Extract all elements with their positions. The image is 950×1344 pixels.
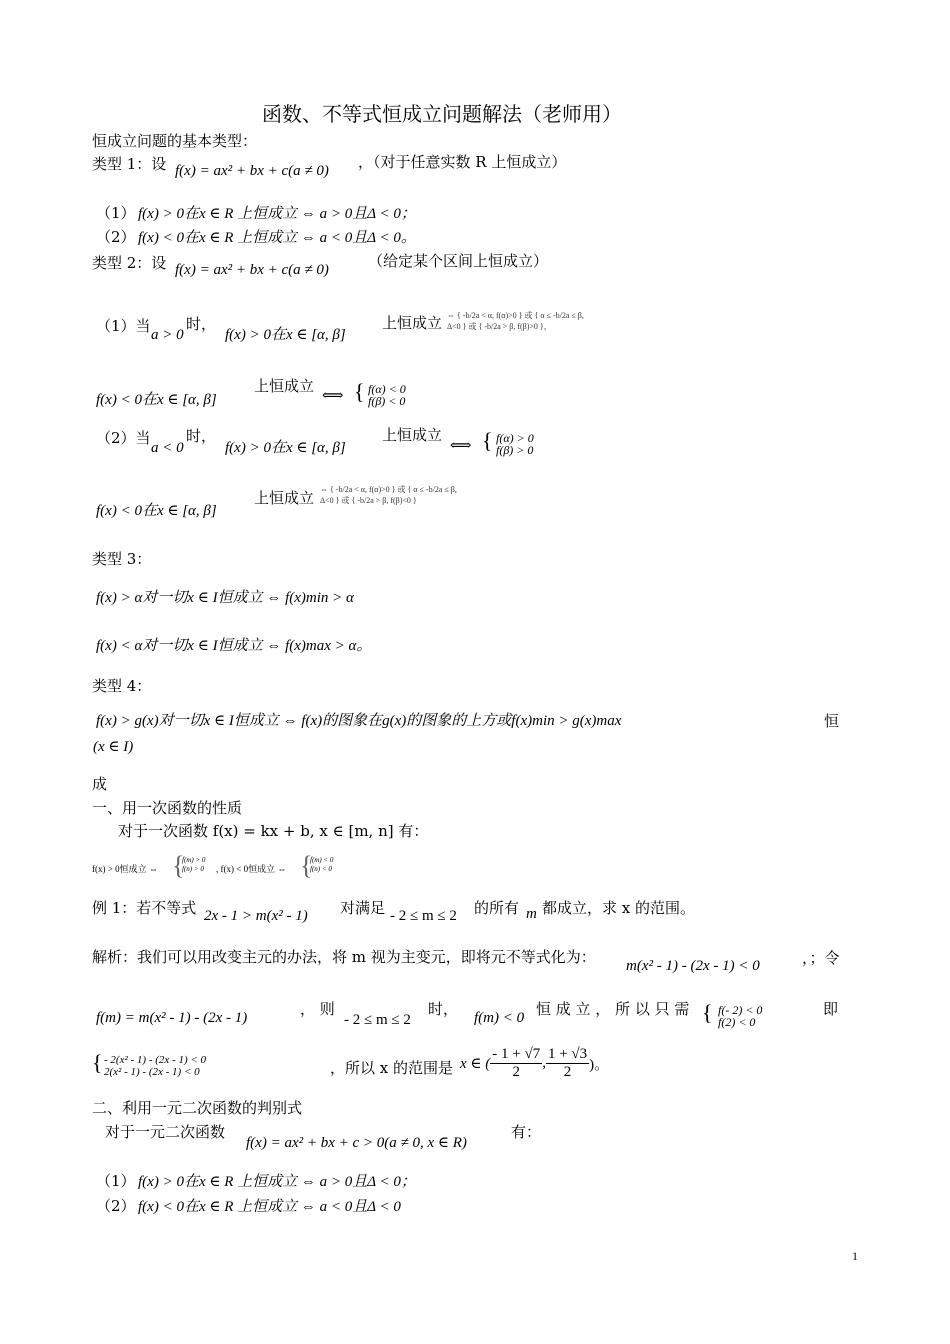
type2-c1-f1-tail: 上恒成立 (382, 314, 443, 332)
type3-line2: f(x) < α对一切x ∈ I恒成立 ⇔ f(x)max > α。 (96, 638, 372, 654)
example1-s2-when: 时， (428, 1000, 459, 1018)
type2-c2-system (496, 432, 534, 456)
type2-c2-sys-b: f(β) > 0 (496, 443, 534, 457)
example1-answer (460, 1046, 609, 1081)
example1-ans-d2: 2 (563, 1064, 572, 1080)
example1-s1-formula: m(x² - 1) - (2x - 1) < 0 (626, 958, 760, 974)
type1-item1-num: （1） (96, 204, 136, 222)
type4-label: 类型 4： (92, 677, 152, 695)
example1-s2-formula: f(m) = m(x² - 1) - (2x - 1) (96, 1010, 248, 1026)
sec1-tiny-b1: f(m) < 0 (310, 856, 334, 864)
type2-c2-f2: f(x) < 0在x ∈ [α, β] (96, 503, 217, 519)
left-brace-icon: { (300, 851, 313, 880)
type1-item1-formula: f(x) > 0在x ∈ R 上恒成立 ⇔ a > 0且Δ < 0； (138, 206, 416, 222)
left-brace-icon: { (482, 428, 493, 453)
type3-label: 类型 3： (92, 550, 152, 568)
example1-ans-frac1 (490, 1046, 542, 1081)
sec1-text: 对于一次函数 f(x) = kx + b, x ∈ [m, n] 有： (118, 822, 429, 840)
sec2-text: 对于一元二次函数 (105, 1123, 226, 1141)
sec1-tiny-b2: f(n) < 0 (310, 865, 332, 873)
example1-p3: 的所有 (474, 899, 520, 917)
sec2-item1-num: （1） (96, 1172, 136, 1190)
example1-s2-sys-a: f(- 2) < 0 (718, 1003, 763, 1017)
sec2-item2-num: （2） (96, 1197, 136, 1215)
type2-c1-cases: ⇔ { -b/2a < α, f(α)>0 } 或 { α ≤ -b/2a ≤ β, Δ<0 } 或 { -b/2a > β, f(β)>0 }， (447, 311, 584, 331)
page-number: 1 (852, 1249, 858, 1263)
type1-formula: f(x) = ax² + bx + c(a ≠ 0) (175, 163, 329, 179)
example1-s3-system (104, 1054, 206, 1078)
type2-c1-f1: f(x) > 0在x ∈ [α, β] (225, 327, 346, 343)
example1-s2-ji: 即 (823, 1000, 839, 1018)
type2-c2-prefix: （2）当 (96, 429, 151, 447)
sec1-tiny-b-system (310, 856, 333, 874)
sec1-tiny-a1: f(m) > 0 (182, 856, 206, 864)
type2-c1-sys-a: f(α) < 0 (368, 382, 406, 396)
equivalence-icon: ⟺ (322, 388, 344, 404)
example1-ans-n2: 1 + √3 (547, 1046, 588, 1062)
type2-formula: f(x) = ax² + bx + c(a ≠ 0) (175, 262, 329, 278)
type2-c1-f2-tail: 上恒成立 (254, 377, 315, 395)
intro-text: 恒成立问题的基本类型： (92, 132, 258, 150)
example1-s3-sys-b: 2(x² - 1) - (2x - 1) < 0 (104, 1066, 200, 1078)
left-brace-icon: { (92, 1050, 103, 1075)
type2-c2-cond: a < 0 (151, 440, 184, 456)
example1-s2-system (718, 1004, 762, 1028)
example1-p1: 例 1：若不等式 (92, 899, 197, 917)
example1-ineq: 2x - 1 > m(x² - 1) (204, 908, 308, 924)
left-brace-icon: { (354, 379, 365, 404)
sec2-tail: 有： (511, 1123, 542, 1141)
type2-note: （给定某个区间上恒成立） (368, 252, 549, 270)
example1-ans-d1: 2 (512, 1064, 520, 1080)
example1-s2-cond: f(m) < 0 (474, 1010, 525, 1026)
type4-line3: 成 (92, 775, 108, 793)
type2-c1-cond: a > 0 (151, 327, 184, 343)
sec2-item1-formula: f(x) > 0在x ∈ R 上恒成立 ⇔ a > 0且Δ < 0； (138, 1174, 416, 1190)
sec1-tiny-a2: f(n) > 0 (182, 865, 204, 873)
type2-c2-when: 时， (186, 427, 217, 445)
equivalence-icon: ⟺ (450, 438, 472, 454)
example1-range: - 2 ≤ m ≤ 2 (390, 908, 457, 924)
type2-c2-f1: f(x) > 0在x ∈ [α, β] (225, 440, 346, 456)
type2-c1-f2: f(x) < 0在x ∈ [α, β] (96, 392, 217, 408)
sec2-formula: f(x) = ax² + bx + c > 0(a ≠ 0, x ∈ R) (246, 1135, 467, 1151)
type4-line1-tail: 恒 (824, 712, 840, 730)
type2-c1-prefix: （1）当 (96, 317, 151, 335)
left-brace-icon: { (702, 1000, 713, 1025)
example1-p4: 都成立，求 x 的范围。 (542, 899, 695, 917)
type4-line1: f(x) > g(x)对一切x ∈ I恒成立 ⇔ f(x)的图象在g(x)的图象的上方或f(x)min > g(x)max (96, 713, 622, 729)
example1-s1-tail: ，；令 (802, 949, 840, 967)
sec1-tiny-a: f(x) > 0恒成立 ⇔ (92, 864, 158, 874)
example1-s2-range: - 2 ≤ m ≤ 2 (344, 1012, 411, 1028)
left-brace-icon: { (172, 851, 185, 880)
sec1-heading: 一、用一次函数的性质 (92, 799, 243, 817)
type1-item2-formula: f(x) < 0在x ∈ R 上恒成立 ⇔ a < 0且Δ < 0。 (138, 230, 416, 246)
example1-s2-sys-b: f(2) < 0 (718, 1015, 756, 1029)
fraction-separator: , (542, 1055, 546, 1071)
type2-c1-when: 时， (186, 315, 217, 333)
example1-s3-text: ，所以 x 的范围是 (330, 1059, 453, 1077)
type2-c1-sys-b: f(β) < 0 (368, 394, 406, 408)
example1-s1: 解析：我们可以用改变主元的办法，将 m 视为主变元，即将元不等式化为： (92, 948, 596, 966)
example1-ans-close: )。 (589, 1057, 610, 1073)
sec2-heading: 二、利用一元二次函数的判别式 (92, 1099, 303, 1117)
type2-c2-f1-tail: 上恒成立 (382, 426, 443, 444)
type2-c2-sys-a: f(α) > 0 (496, 431, 534, 445)
sec1-tiny-a-system (182, 856, 205, 874)
type4-line2: (x ∈ I) (93, 739, 134, 755)
page-title: 函数、不等式恒成立问题解法（老师用） (262, 102, 622, 126)
type1-item2-num: （2） (96, 228, 136, 246)
type2-c2-f2-tail: 上恒成立 (254, 489, 315, 507)
example1-s2-then: ， 则 (300, 1000, 335, 1018)
type2-c1-system (368, 383, 406, 407)
example1-ans-open: x ∈ ( (460, 1056, 491, 1072)
type2-c2-cases: ⇔ { -b/2a < α, f(α)>0 } 或 { α ≤ -b/2a ≤ β, Δ<0 } 或 { -b/2a > β, f(β)<0 } (320, 485, 457, 505)
example1-s3-sys-a: - 2(x² - 1) - (2x - 1) < 0 (104, 1054, 207, 1066)
example1-s2-text: 恒 成 立 ， 所 以 只 需 (536, 1000, 690, 1018)
type1-label: 类型 1：设 (92, 155, 167, 173)
example1-ans-n1: - 1 + √7 (492, 1046, 541, 1062)
type3-line1: f(x) > α对一切x ∈ I恒成立 ⇔ f(x)min > α (96, 590, 354, 606)
example1-var: m (526, 906, 537, 922)
type1-note: ，（对于任意实数 R 上恒成立） (358, 153, 567, 171)
type2-label: 类型 2：设 (92, 254, 167, 272)
sec1-tiny-b: , f(x) < 0恒成立 ⇔ (216, 864, 287, 874)
example1-ans-frac2 (546, 1046, 589, 1081)
sec2-item2-formula: f(x) < 0在x ∈ R 上恒成立 ⇔ a < 0且Δ < 0 (138, 1199, 401, 1215)
example1-p2: 对满足 (340, 899, 386, 917)
